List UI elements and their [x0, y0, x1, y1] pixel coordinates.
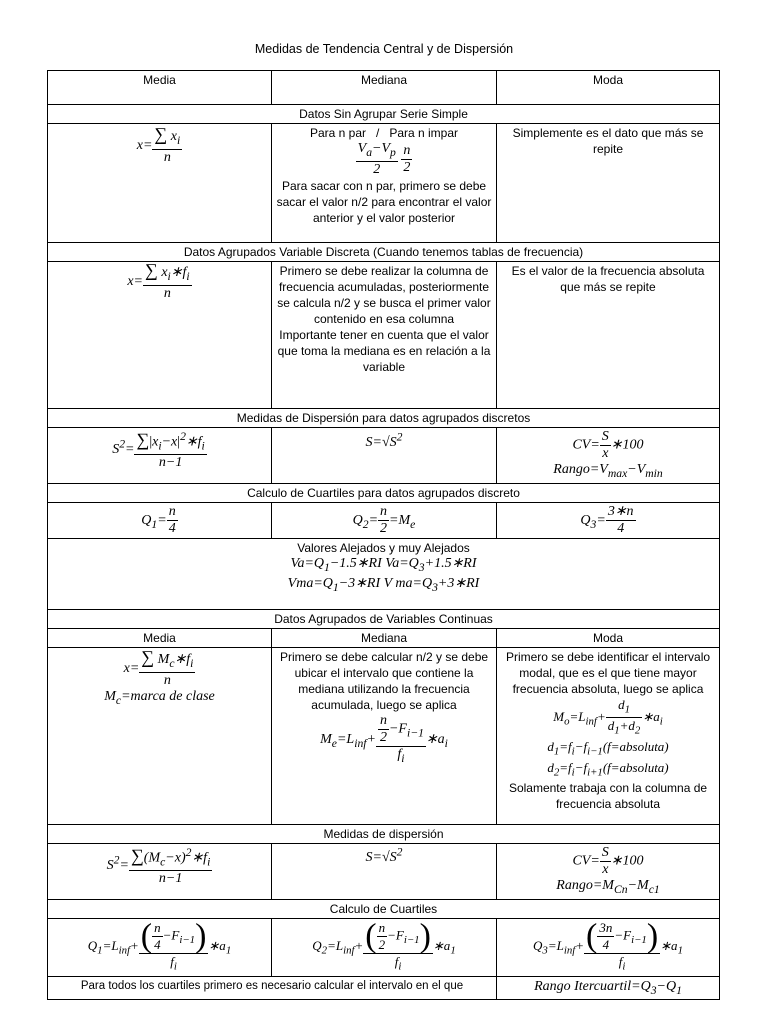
row-dispersion-discretos [48, 428, 720, 484]
row-continuas [48, 647, 720, 824]
section-title-datos-sin-agrupar: Datos Sin Agrupar Serie Simple [48, 105, 720, 124]
row-footer [48, 976, 720, 1000]
formula-media-continua: x= $\frac{\sum M_c∗f_i}{n}$ $M_c=marca$ de clase [48, 647, 272, 824]
row-variable-discreta [48, 262, 720, 409]
row-valores-alejados [48, 538, 720, 609]
moda-discreta-text: Es el valor de la frecuencia absoluta que más se repite [497, 262, 720, 409]
formula-q2-continua: $Q_2=L_{inf}+$ ( $\frac{n}{2}$ $-F_{i-1}$) $f_i$ $∗a_1$ [272, 918, 497, 976]
formula-valores-muy-alejados: $Vma=Q_1-3∗RI$ V $ma=Q_3+3∗RI$ [287, 575, 480, 594]
formula-q3-continua: $Q_3=L_{inf}+$ ( $\frac{3n}{4}$ $-F_{i-1}$) $f_i$ $∗a_1$ [497, 918, 720, 976]
formula-q3-discreto: $Q_3=$ $\frac{3∗n}{4}$ [497, 502, 720, 538]
moda-continua-note: Solamente trabaja con la columna de frecuencia absoluta [508, 781, 708, 812]
formula-d1: $d_1=f_i-f_{i-1}(f=absoluta)$ [547, 738, 669, 758]
formula-mediana-simple: $\frac{V_a-V_p}{2}$ $\frac{n}{2}$ [357, 141, 411, 177]
moda-continua-cell [497, 647, 720, 824]
formula-d2: $d_2=f_i-f_{i+1}(f=absoluta)$ [547, 759, 669, 779]
header-mediana: Mediana [272, 71, 497, 105]
formula-media-simple: x= $\frac{\sum x_i}{n}$ [48, 124, 272, 243]
formula-mediana-continua: $M_e=L_{inf}+$ $\frac{n}{2}$ $-F_{i-1}$ $f_i$ $∗a_i$ [320, 712, 448, 765]
formula-varianza-continua: $S^2=$ $\frac{\sum(M_c-x)^2∗f_i}{n-1}$ [48, 843, 272, 899]
section-title-variable-discreta: Datos Agrupados Variable Discreta (Cuando tenemos tablas de frecuencia) [48, 243, 720, 262]
header-row [48, 71, 720, 105]
formula-cv-rango-discreta: CV= $\frac{S}{x}$ ∗100 $Rango=V_{max}-V_{min}$ [497, 428, 720, 484]
formula-valores-alejados: $Va=Q_1-1.5∗RI$ $Va=Q_3+1.5∗RI$ [290, 555, 477, 574]
mediana-discreta-text2: Importante tener en cuenta que el valor que toma la mediana es en relación a la variable [277, 328, 491, 374]
formula-varianza-discreta: $S^2=$ $\frac{\sum|x_i-x|^2∗f_i}{n-1}$ [48, 428, 272, 484]
moda-continua-text: Primero se debe identificar el intervalo modal, que es el que tiene mayor frecuencia absoluta, luego se aplica [505, 649, 711, 696]
formula-q1-continua: $Q_1=L_{inf}+$ ( $\frac{n}{4}$ $-F_{i-1}$) $f_i$ $∗a_1$ [48, 918, 272, 976]
formula-moda-continua: $M_o=L_{inf}+$ $\frac{d_1}{d_1+d_2}$ $∗a_i$ [553, 696, 663, 737]
formula-media-discreta: x= $\frac{\sum x_i∗f_i}{n}$ [48, 262, 272, 409]
formula-table [47, 70, 720, 1000]
mediana-simple-cell [272, 124, 497, 243]
mediana-par-impar-label: Para n par / Para n impar [309, 126, 459, 140]
mediana-continua-cell [272, 647, 497, 824]
formula-q1-discreto: $Q_1=$ $\frac{n}{4}$ [48, 502, 272, 538]
header-moda-continuas: Moda [497, 628, 720, 647]
row-cuartiles-continuas [48, 918, 720, 976]
section-title-dispersion-discretos: Medidas de Dispersión para datos agrupados discretos [48, 409, 720, 428]
section-title-continuas: Datos Agrupados de Variables Continuas [48, 609, 720, 628]
section-title-dispersion: Medidas de dispersión [48, 824, 720, 843]
formula-cv-rango-continua: CV= $\frac{S}{x}$ ∗100 $Rango=M_{Cn}-M_{c1}$ [497, 843, 720, 899]
mediana-continua-text: Primero se debe calcular n/2 y se debe ubicar el intervalo que contiene la mediana utilizando la frecuencia acumulada, luego se aplica [279, 649, 489, 712]
header-mediana-continuas: Mediana [272, 628, 497, 647]
formula-desviacion-discreta: $S=√S^2$ [272, 428, 497, 484]
row-datos-sin-agrupar [48, 124, 720, 243]
row-cuartiles-discreto [48, 502, 720, 538]
formula-q2-discreto: $Q_2=$ $\frac{n}{2}$ $=M_e$ [272, 502, 497, 538]
page-title: Medidas de Tendencia Central y de Dispersión [254, 42, 514, 56]
moda-simple-text: Simplemente es el dato que más se repite [497, 124, 720, 243]
section-title-cuartiles-discreto: Calculo de Cuartiles para datos agrupados discreto [48, 483, 720, 502]
header-media-continuas: Media [48, 628, 272, 647]
section-title-cuartiles: Calculo de Cuartiles [48, 899, 720, 918]
row-dispersion-continuas [48, 843, 720, 899]
valores-alejados-title: Valores Alejados y muy Alejados [297, 540, 470, 555]
formula-desviacion-continua: $S=√S^2$ [272, 843, 497, 899]
header-media: Media [48, 71, 272, 105]
cuartiles-footer-text: Para todos los cuartiles primero es necesario calcular el intervalo en el que [48, 976, 497, 1000]
header-row-continuas [48, 628, 720, 647]
mediana-simple-text: Para sacar con n par, primero se debe sacar el valor n/2 para encontrar el valor anterior y el valor posterior [276, 178, 492, 225]
formula-rango-intercuartil: Rango $Itercuartil=Q_3-Q_1$ [497, 976, 720, 1000]
header-moda: Moda [497, 71, 720, 105]
mediana-discreta-text1: Primero se debe realizar la columna de frecuencia acumuladas, posteriormente se calcula n/2 y se busca el primer valor contenido en esa columna [277, 264, 491, 326]
valores-alejados-cell [48, 538, 720, 609]
mediana-discreta-cell [272, 262, 497, 409]
